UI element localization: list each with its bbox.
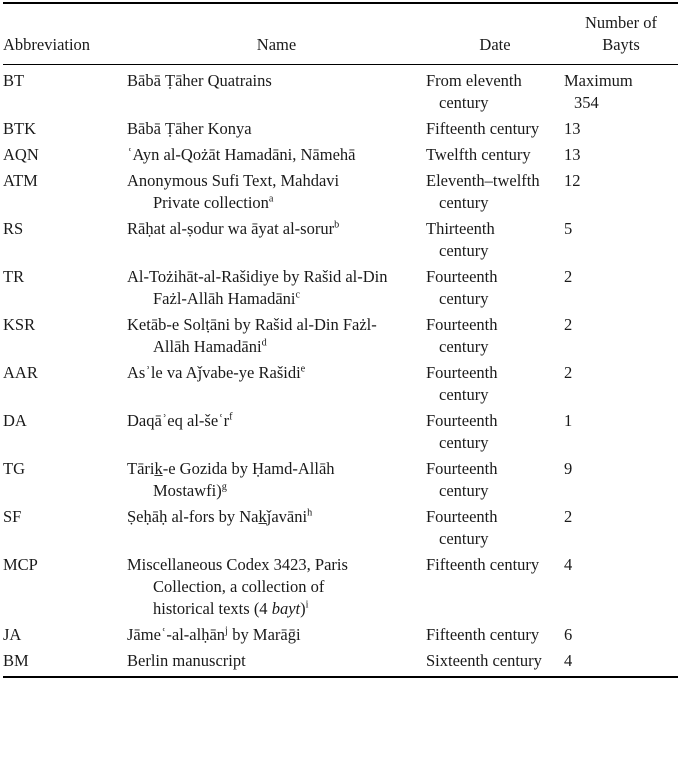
bayts-cell: 2 [564, 507, 573, 526]
header-name: Name [127, 3, 426, 65]
footnote-marker: a [268, 193, 274, 205]
abbreviation-cell: DA [3, 411, 27, 430]
bayts-cell: 12 [564, 171, 581, 190]
footnote-marker: h [307, 507, 313, 519]
footnote-marker: j [225, 625, 229, 637]
name-cell: Anonymous Sufi Text, Mahdavi Private collection$^a$ [127, 171, 340, 212]
bayts-cell: 4 [564, 651, 573, 670]
date-cell: Fourteenth century [426, 507, 498, 548]
bayts-cell: 2 [564, 267, 573, 286]
abbreviation-cell: AQN [3, 145, 39, 164]
date-cell: Twelfth century [426, 145, 531, 164]
bayts-cell: 2 [564, 315, 573, 334]
date-cell: Thirteenth century [426, 219, 495, 260]
bayts-cell: 13 [564, 145, 581, 164]
table-row [3, 624, 678, 650]
date-cell: Fourteenth century [426, 315, 498, 356]
bayts-cell: 6 [564, 625, 573, 644]
table-row [3, 266, 678, 314]
table-header [3, 3, 678, 65]
date-cell: Fourteenth century [426, 459, 498, 500]
table-row [3, 554, 678, 624]
date-cell: Fourteenth century [426, 363, 498, 404]
table-row [3, 65, 678, 119]
date-cell: Sixteenth century [426, 651, 542, 670]
name-cell: Al-Tożihāt-al-Rašidiye by Rašid al-Din Fażl-Allāh Hamadāni$^c$ [127, 267, 388, 308]
name-cell: Bābā Ṭāher Quatrains [127, 71, 272, 90]
name-cell: Tārik̲-e Gozida by Ḥamd-Allāh Mostawfi)$^g$ [127, 459, 335, 500]
sources-table [3, 2, 678, 678]
table-row [3, 506, 678, 554]
header-date: Date [426, 3, 564, 65]
table-row [3, 118, 678, 144]
date-cell: Fourteenth century [426, 267, 498, 308]
footnote-marker: g [221, 481, 228, 493]
date-cell: Eleventh–twelfth century [426, 171, 540, 212]
date-cell: From eleventh century [426, 71, 522, 112]
abbreviation-cell: BM [3, 651, 29, 670]
name-cell: Bābā Ṭāher Konya [127, 119, 252, 138]
abbreviation-cell: BT [3, 71, 25, 90]
header-row [3, 3, 678, 65]
table-row [3, 362, 678, 410]
bayts-cell: 2 [564, 363, 573, 382]
footnote-marker: b [334, 219, 340, 231]
bayts-cell: 5 [564, 219, 573, 238]
name-cell: Miscellaneous Codex 3423, Paris Collection, a collection of historical texts (4 bayt)$^i$ [127, 555, 348, 618]
name-cell: Asʾle va Aǰvabe-ye Rašidi$^e$ [127, 363, 306, 382]
footnote-marker: c [295, 289, 301, 301]
footnote-marker: i [305, 599, 309, 611]
abbreviation-cell: SF [3, 507, 22, 526]
table-row [3, 410, 678, 458]
header-number-of-bayts: Number of Bayts [564, 3, 678, 65]
bayts-cell: 1 [564, 411, 573, 430]
abbreviation-cell: RS [3, 219, 24, 238]
table-row [3, 170, 678, 218]
abbreviation-cell: AAR [3, 363, 38, 382]
table-row [3, 218, 678, 266]
date-cell: Fifteenth century [426, 555, 540, 574]
name-cell: Berlin manuscript [127, 651, 246, 670]
name-cell: Daqāʾeq al-šeʿr$^f$ [127, 411, 233, 430]
date-cell: Fourteenth century [426, 411, 498, 452]
italic-text: bayt [271, 599, 301, 618]
table-row [3, 458, 678, 506]
footnote-marker: e [300, 363, 306, 375]
header-abbreviation: Abbreviation [3, 3, 127, 65]
abbreviation-cell: KSR [3, 315, 36, 334]
abbreviation-cell: TR [3, 267, 25, 286]
abbreviation-cell: JA [3, 625, 22, 644]
table-body [3, 65, 678, 678]
abbreviation-cell: TG [3, 459, 25, 478]
abbreviation-cell: ATM [3, 171, 38, 190]
date-cell: Fifteenth century [426, 119, 540, 138]
bayts-cell: 13 [564, 119, 581, 138]
date-cell: Fifteenth century [426, 625, 540, 644]
footnote-marker: d [261, 337, 268, 349]
footnote-marker: f [229, 411, 233, 423]
bayts-cell: 4 [564, 555, 573, 574]
bayts-cell: Maximum 354 [564, 71, 633, 112]
abbreviation-cell: BTK [3, 119, 36, 138]
name-cell: Rāḥat al-ṣodur wa āyat al-sorur$^b$ [127, 219, 340, 238]
name-cell: Ṣeḥāḥ al-fors by Nak̲ǰavāni$^h$ [127, 507, 313, 526]
table-row [3, 650, 678, 677]
abbreviation-cell: MCP [3, 555, 38, 574]
bayts-cell: 9 [564, 459, 573, 478]
table-row [3, 314, 678, 362]
name-cell: Jāmeʿ-al-alḥān$^j$ by Marāḡi [127, 625, 301, 644]
name-cell: Ketāb-e Solṭāni by Rašid al-Din Fażl-Allāh Hamadāni$^d$ [127, 315, 377, 356]
name-cell: ʿAyn al-Qożāt Hamadāni, Nāmehā [127, 145, 356, 164]
table-row [3, 144, 678, 170]
